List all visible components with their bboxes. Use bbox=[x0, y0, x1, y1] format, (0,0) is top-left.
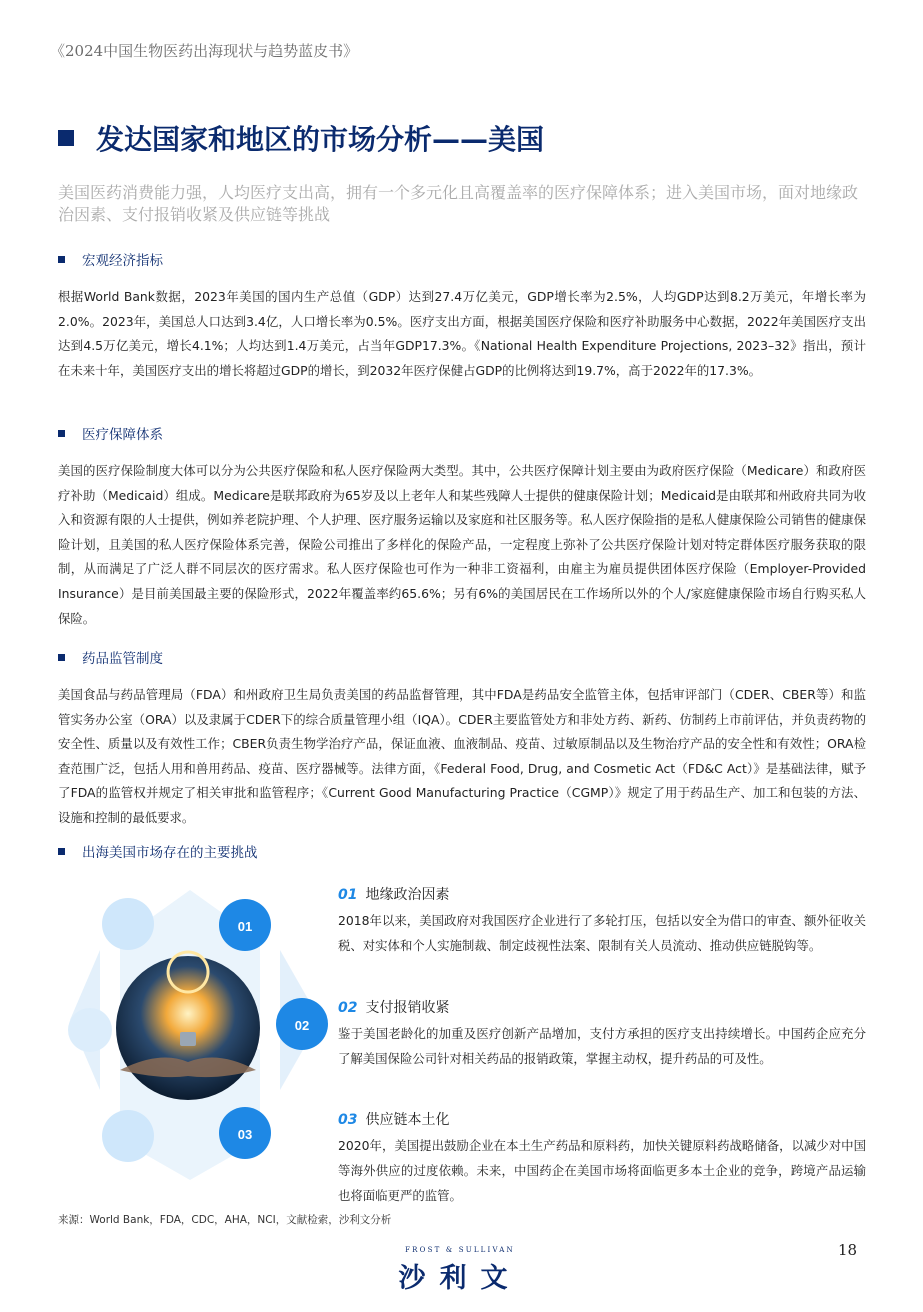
badge-02-label: 02 bbox=[294, 1018, 310, 1033]
challenge-number: 02 bbox=[338, 1000, 358, 1016]
page-number: 18 bbox=[838, 1241, 858, 1259]
challenge-title-1 bbox=[338, 884, 449, 904]
page-subtitle: 美国医药消费能力强，人均医疗支出高，拥有一个多元化且高覆盖率的医疗保障体系；进入美国市场，面对地缘政治因素、支付报销收紧及供应链等挑战 bbox=[58, 183, 859, 224]
page-title-text: 发达国家和地区的市场分析——美国 bbox=[96, 123, 545, 156]
challenge-body-2: 鉴于美国老龄化的加重及医疗创新产品增加，支付方承担的医疗支出持续增长。中国药企应充分了解美国保险公司针对相关药品的报销政策，掌握主动权，提升药品的可及性。 bbox=[338, 1026, 866, 1066]
badge-03-label: 03 bbox=[237, 1127, 253, 1142]
challenge-number: 03 bbox=[338, 1112, 358, 1128]
section-heading-text: 医疗保障体系 bbox=[82, 427, 163, 443]
challenge-title-2 bbox=[338, 997, 449, 1017]
bulb-base bbox=[180, 1032, 196, 1046]
decor-circle bbox=[102, 898, 154, 950]
decor-circle bbox=[68, 1008, 112, 1052]
section-heading-text: 宏观经济指标 bbox=[82, 253, 163, 269]
challenges-graphic bbox=[60, 880, 340, 1200]
title-square-icon bbox=[58, 130, 74, 146]
decor-circle bbox=[102, 1110, 154, 1162]
lightbulb-in-hand-icon bbox=[116, 956, 260, 1100]
challenge-title-text: 支付报销收紧 bbox=[365, 1000, 450, 1016]
challenge-title-text: 供应链本土化 bbox=[365, 1112, 450, 1128]
challenge-title-text: 地缘政治因素 bbox=[365, 887, 450, 903]
section-heading-text: 出海美国市场存在的主要挑战 bbox=[82, 845, 258, 861]
section-heading-regulation bbox=[58, 647, 163, 667]
section-body-insurance: 美国的医疗保险制度大体可以分为公共医疗保险和私人医疗保险两大类型。其中，公共医疗保障计划主要由为政府医疗保险（Medicare）和政府医疗补助（Medicaid）组成。Medicare是联邦政府为65岁及以上老年人和某些残障人士提供的健康保险计划；Medicaid是由联邦和州政府共同为收入和资源有限的人士提供，例如养老院护理、个人护理、医疗服务运输以及家庭和社区服务等。私人医疗保险指的是私人健康保险公司销售的健康保险计划，且美国的私人医疗保险体系完善，保险公司推出了多样化的保险产品，一定程度上弥补了公共医疗保险计划对特定群体医疗服务获取的限制，从而满足了广泛人群不同层次的医疗需求。私人医疗保险也可作为一种非工资福利，由雇主为雇员提供团体医疗保险（Employer-Provided Insurance）是目前美国最主要的保险形式，2022年覆盖率约65.6%；另有6%的美国居民在工作场所以外的个人/家庭健康保险市场自行购买私人保险。 bbox=[58, 463, 866, 626]
source-note: 来源：World Bank，FDA，CDC，AHA，NCI，文献检索，沙利文分析 bbox=[58, 1214, 392, 1226]
document-header-title: 《2024中国生物医药出海现状与趋势蓝皮书》 bbox=[50, 42, 359, 60]
bullet-square-icon bbox=[58, 848, 65, 855]
section-heading-text: 药品监管制度 bbox=[82, 651, 163, 667]
section-heading-insurance bbox=[58, 423, 163, 443]
challenges-graphic-svg bbox=[60, 880, 340, 1200]
page-title bbox=[58, 118, 544, 158]
challenge-body-1: 2018年以来，美国政府对我国医疗企业进行了多轮打压，包括以安全为借口的审查、额外征收关税、对实体和个人实施制裁、制定歧视性法案、限制有关人员流动、推动供应链脱钩等。 bbox=[338, 913, 866, 953]
section-heading-macro bbox=[58, 249, 163, 269]
bullet-square-icon bbox=[58, 256, 65, 263]
section-heading-challenges bbox=[58, 841, 258, 861]
section-body-regulation: 美国食品与药品管理局（FDA）和州政府卫生局负责美国的药品监督管理，其中FDA是药品安全监管主体，包括审评部门（CDER、CBER等）和监管实务办公室（ORA）以及隶属于CDER下的综合质量管理小组（IQA）。CDER主要监管处方和非处方药、新药、仿制药上市前评估，并负责药物的安全性、质量以及有效性工作；CBER负责生物学治疗产品，保证血液、血液制品、疫苗、过敏原制品以及生物治疗产品的安全性和有效性；ORA检查范围广泛，包括人用和兽用药品、疫苗、医疗器械等。法律方面，《Federal Food, Drug, and Cosmetic Act（FD&C Act）》是基础法律，赋予了FDA的监管权并规定了相关审批和监管程序；《Current Good Manufacturing Practice（CGMP）》规定了用于药品生产、加工和包装的方法、设施和控制的最低要求。 bbox=[58, 687, 866, 825]
badge-01-label: 01 bbox=[237, 919, 253, 934]
brand-logo-cn: 沙利文 bbox=[398, 1263, 522, 1294]
brand-logo-en: FROST & SULLIVAN bbox=[405, 1246, 515, 1254]
bullet-square-icon bbox=[58, 430, 65, 437]
challenge-title-3 bbox=[338, 1109, 449, 1129]
challenge-number: 01 bbox=[338, 887, 358, 903]
bullet-square-icon bbox=[58, 654, 65, 661]
section-body-macro: 根据World Bank数据，2023年美国的国内生产总值（GDP）达到27.4万亿美元，GDP增长率为2.5%，人均GDP达到8.2万美元，年增长率为2.0%。2023年，美国总人口达到3.4亿，人口增长率为0.5%。医疗支出方面，根据美国医疗保险和医疗补助服务中心数据，2022年美国医疗支出达到4.5万亿美元，增长4.1%；人均达到1.4万美元，占当年GDP17.3%。《National Health Expenditure Projections, 2023–32》指出，预计在未来十年，美国医疗支出的增长将超过GDP的增长，到2032年医疗保健占GDP的比例将达到19.7%，高于2022年的17.3%。 bbox=[58, 289, 866, 378]
challenge-body-3: 2020年，美国提出鼓励企业在本土生产药品和原料药，加快关键原料药战略储备，以减少对中国等海外供应的过度依赖。未来，中国药企在美国市场将面临更多本土企业的竞争，跨境产品运输也将面临更严的监管。 bbox=[338, 1138, 866, 1203]
